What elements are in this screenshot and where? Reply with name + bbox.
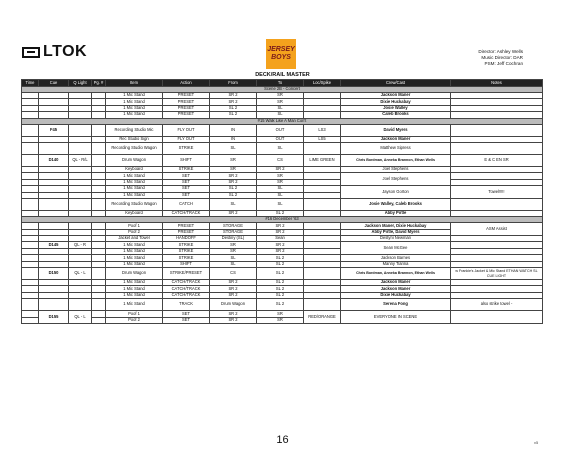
action-cell: PRESET <box>163 229 210 235</box>
item-cell: 1 Mic Stand <box>106 179 163 185</box>
from-cell: STORAGE <box>210 229 257 235</box>
item-cell: Poof 1 <box>106 223 163 229</box>
ltok-logo-text: LTOK <box>43 43 88 60</box>
crew-cell: Jackson Maner <box>341 93 451 99</box>
cue-cell: D150 <box>39 268 69 280</box>
notes-cell: w Frankie's Jacket & Mic Stand ETHAN WATCH SL CUE LIGHT <box>451 268 543 280</box>
cue-cell: F45 <box>39 124 69 136</box>
to-cell: SL 2 <box>257 261 304 267</box>
crew-cell: Manny Tiarina <box>341 261 451 267</box>
from-cell: SR <box>210 154 257 166</box>
from-cell: Drum Wagon <box>210 299 257 311</box>
crew-cell: EVERYONE IN SCENE <box>341 311 451 324</box>
crew-cell: David Myers <box>341 124 451 136</box>
action-cell: HANDOFF <box>163 236 210 242</box>
item-cell: Poof 2 <box>106 229 163 235</box>
from-cell: SR 2 <box>210 317 257 323</box>
table-row <box>22 154 543 166</box>
item-cell: Keyboard <box>106 210 163 216</box>
to-cell: SR <box>257 99 304 105</box>
from-cell: SL <box>210 255 257 261</box>
from-cell: SR 2 <box>210 280 257 286</box>
to-cell: SR <box>257 93 304 99</box>
section-label: #16 December '63 <box>22 217 543 223</box>
from-cell: SR <box>210 242 257 248</box>
show-logo-line-1: JERSEY <box>267 46 295 53</box>
item-cell: 1 Mic Stand <box>106 299 163 311</box>
item-cell: Recording Studio Wagon <box>106 198 163 210</box>
item-cell: 1 Mic Stand <box>106 112 163 118</box>
from-cell: SR <box>210 248 257 254</box>
from-cell: SL <box>210 142 257 154</box>
action-cell: PRESET <box>163 223 210 229</box>
credits-block <box>478 49 523 68</box>
ltok-logo-mark-icon <box>22 47 40 58</box>
action-cell: SET <box>163 311 210 317</box>
action-cell: SHIFT <box>163 261 210 267</box>
show-logo-line-2: BOYS <box>271 54 291 61</box>
qlight-cell: QL - R/L <box>69 154 92 166</box>
item-cell: Recording Studio Wagon <box>106 142 163 154</box>
item-cell: 1 Mic Stand <box>106 292 163 298</box>
to-cell: Sean <box>257 236 304 242</box>
action-cell: CATCH/TRACK <box>163 286 210 292</box>
from-cell: SL 2 <box>210 186 257 192</box>
from-cell: SR 2 <box>210 179 257 185</box>
action-cell: STRIKE <box>163 242 210 248</box>
item-cell: Jacket and Towel <box>106 236 163 242</box>
table-row <box>22 142 543 154</box>
crew-cell: Joel Stephens <box>341 166 451 172</box>
deck-rail-table <box>21 79 543 324</box>
col-header: From <box>210 80 257 87</box>
from-cell: IN <box>210 136 257 142</box>
to-cell: SL <box>257 198 304 210</box>
action-cell: SET <box>163 186 210 192</box>
jersey-boys-logo <box>266 39 296 69</box>
crew-cell: Dixie Huckabay <box>341 99 451 105</box>
section-label: #15 Walk Like A Man Con't <box>22 118 543 124</box>
crew-cell: Matthew Sipress <box>341 142 451 154</box>
to-cell: SR 2 <box>257 229 304 235</box>
action-cell: PRESET <box>163 93 210 99</box>
from-cell: CS <box>210 268 257 280</box>
to-cell: SR <box>257 317 304 323</box>
qlight-cell: QL - R <box>69 242 92 248</box>
action-cell: CATCH/TRACK <box>163 210 210 216</box>
to-cell: SL <box>257 186 304 192</box>
col-header: Item <box>106 80 163 87</box>
action-cell: STRIKE <box>163 142 210 154</box>
cue-cell: D140 <box>39 154 69 166</box>
item-cell: 1 Mic Stand <box>106 186 163 192</box>
ltok-logo <box>22 43 87 61</box>
item-cell: 1 Mic Stand <box>106 99 163 105</box>
from-cell: SL <box>210 198 257 210</box>
loc-cell: LS3 <box>304 124 341 136</box>
crew-cell: Jackson Maner <box>341 280 451 286</box>
crew-cell: Abby Pirtle <box>341 210 451 216</box>
item-cell: 1 Mic Stand <box>106 255 163 261</box>
crew-cell: Joel Stephens <box>341 173 451 186</box>
to-cell: SL <box>257 142 304 154</box>
item-cell: 1 Mic Stand <box>106 105 163 111</box>
item-cell: Poof 1 <box>106 311 163 317</box>
action-cell: CATCH/TRACK <box>163 292 210 298</box>
to-cell: SR 2 <box>257 166 304 172</box>
action-cell: SET <box>163 179 210 185</box>
action-cell: SET <box>163 173 210 179</box>
from-cell: SL <box>210 261 257 267</box>
action-cell: STRIKE <box>163 255 210 261</box>
action-cell: CATCH <box>163 198 210 210</box>
from-cell: SL 2 <box>210 105 257 111</box>
item-cell: 1 Mic Stand <box>106 93 163 99</box>
item-cell: Drum Wagon <box>106 154 163 166</box>
action-cell: PRESET <box>163 105 210 111</box>
loc-cell: RED/ORANGE <box>304 311 341 324</box>
item-cell: 1 Mic Stand <box>106 286 163 292</box>
col-header: Loc/Spike <box>304 80 341 87</box>
page-number: 16 <box>276 434 289 446</box>
from-cell: SR 2 <box>210 173 257 179</box>
from-cell: SR 2 <box>210 93 257 99</box>
crew-cell: Chris Bordman, Anneka Brannon, Ethan Wells <box>341 154 451 166</box>
from-cell: SL 2 <box>210 192 257 198</box>
credit-music-director: Music Director: DAR <box>481 55 523 61</box>
version-label: v5 <box>534 440 539 445</box>
table-row <box>22 299 543 311</box>
crew-cell: Josie Walley, Caleb Brooks <box>341 198 451 210</box>
action-cell: SHIFT <box>163 154 210 166</box>
item-cell: Poof 2 <box>106 317 163 323</box>
action-cell: STRIKE <box>163 248 210 254</box>
to-cell: OUT <box>257 124 304 136</box>
crew-cell: Jackson Maner <box>341 136 451 142</box>
to-cell: SL <box>257 112 304 118</box>
cue-cell: D145 <box>39 242 69 248</box>
document-title: DECK/RAIL MASTER <box>255 72 310 78</box>
from-cell: SL 2 <box>210 112 257 118</box>
table-header-row <box>22 80 543 87</box>
action-cell: SET <box>163 192 210 198</box>
action-cell: SET <box>163 317 210 323</box>
action-cell: TRACK <box>163 299 210 311</box>
to-cell: CS <box>257 154 304 166</box>
to-cell: SR 2 <box>257 242 304 248</box>
notes-cell: Towel!!!!! <box>451 186 543 199</box>
col-header: Q Light <box>69 80 92 87</box>
to-cell: SL 2 <box>257 268 304 280</box>
qlight-cell: QL - L <box>69 268 92 280</box>
action-cell: FLY OUT <box>163 124 210 136</box>
to-cell: SL <box>257 105 304 111</box>
notes-cell: E & C EN SR <box>451 154 543 166</box>
from-cell: Destiny (SL) <box>210 236 257 242</box>
crew-cell: Caleb Brooks <box>341 112 451 118</box>
loc-cell: LIME GREEN <box>304 154 341 166</box>
table-row <box>22 124 543 136</box>
from-cell: SR 2 <box>210 286 257 292</box>
to-cell: SL 2 <box>257 286 304 292</box>
from-cell: SR 2 <box>210 311 257 317</box>
to-cell: SR <box>257 179 304 185</box>
item-cell: 1 Mic Stand <box>106 280 163 286</box>
col-header: To <box>257 80 304 87</box>
item-cell: 1 Mic Stand <box>106 192 163 198</box>
crew-cell: Jayson Gorton <box>341 186 451 199</box>
cue-cell: D155 <box>39 311 69 324</box>
qlight-cell: QL - L <box>69 311 92 324</box>
to-cell: SL 2 <box>257 292 304 298</box>
to-cell: SR <box>257 173 304 179</box>
crew-cell: Jackson Maner, Dixie Huckabay <box>341 223 451 229</box>
col-header: Notes <box>451 80 543 87</box>
crew-cell: Sean McGee <box>341 242 451 255</box>
table-row <box>22 268 543 280</box>
crew-cell: Josie Walley <box>341 105 451 111</box>
col-header: Cue <box>39 80 69 87</box>
item-cell: Rec Studio Sign <box>106 136 163 142</box>
notes-cell: ASM Assist <box>451 223 543 236</box>
table-row <box>22 198 543 210</box>
col-header: Crew/Cast <box>341 80 451 87</box>
from-cell: SR 2 <box>210 99 257 105</box>
from-cell: STORAGE <box>210 223 257 229</box>
to-cell: SL 2 <box>257 210 304 216</box>
item-cell: 1 Mic Stand <box>106 248 163 254</box>
loc-cell: LS5 <box>304 136 341 142</box>
crew-cell: Serena Fong <box>341 299 451 311</box>
item-cell: Drum Wagon <box>106 268 163 280</box>
col-header: Time <box>22 80 39 87</box>
credit-psm: PSM: Jeff Cochran <box>484 61 523 67</box>
section-label: Scene 2B - Concert <box>22 87 543 93</box>
col-header: Pg. # <box>92 80 106 87</box>
col-header: Action <box>163 80 210 87</box>
from-cell: SR 2 <box>210 210 257 216</box>
to-cell: SL 2 <box>257 255 304 261</box>
item-cell: 1 Mic Stand <box>106 173 163 179</box>
crew-cell: Abby Pirtle, David Myers <box>341 229 451 235</box>
to-cell: SL <box>257 192 304 198</box>
to-cell: SL 2 <box>257 280 304 286</box>
item-cell: 1 Mic Stand <box>106 261 163 267</box>
credit-director: Director: Ashley Wells <box>478 49 523 54</box>
to-cell: SR 2 <box>257 248 304 254</box>
action-cell: FLY OUT <box>163 136 210 142</box>
crew-cell: Dixie Huckabay <box>341 292 451 298</box>
action-cell: STRIKE/PRESET <box>163 268 210 280</box>
crew-cell: Jackson Maner <box>341 286 451 292</box>
to-cell: OUT <box>257 136 304 142</box>
action-cell: PRESET <box>163 99 210 105</box>
item-cell: Recording Studio Mic <box>106 124 163 136</box>
action-cell: PRESET <box>163 112 210 118</box>
crew-cell: Jackson Barnes <box>341 255 451 261</box>
to-cell: SR <box>257 311 304 317</box>
action-cell: CATCH/TRACK <box>163 280 210 286</box>
crew-cell: Chris Bordman, Anneka Brannon, Ethan Wells <box>341 268 451 280</box>
to-cell: SL 2 <box>257 299 304 311</box>
action-cell: STRIKE <box>163 166 210 172</box>
item-cell: 1 Mic Stand <box>106 242 163 248</box>
from-cell: IN <box>210 124 257 136</box>
crew-cell: Destyni Newman <box>341 236 451 242</box>
item-cell: Keyboard <box>106 166 163 172</box>
from-cell: SR <box>210 166 257 172</box>
to-cell: SR 2 <box>257 223 304 229</box>
from-cell: SR 2 <box>210 292 257 298</box>
notes-cell: also strike towel - <box>451 299 543 311</box>
